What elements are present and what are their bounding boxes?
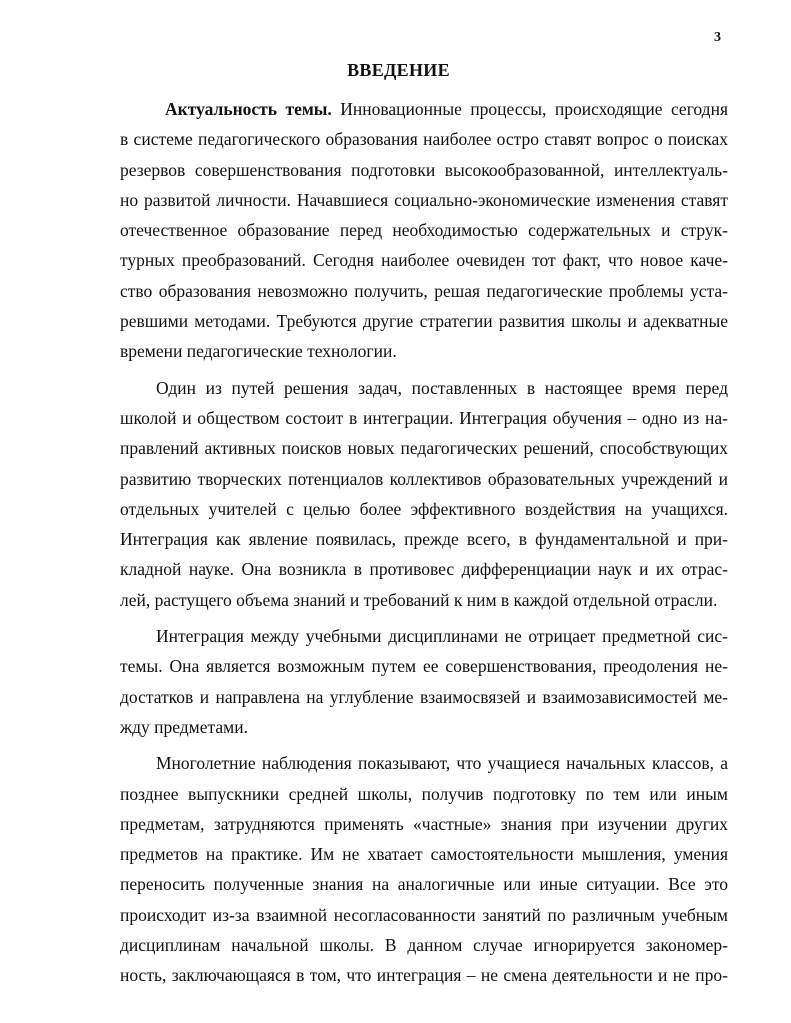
text-line: Актуальность темы. Инновационные процессы, происходящие сегодня <box>165 99 729 119</box>
section-lead: Актуальность темы. <box>165 99 332 119</box>
text-line: Один из путей решения задач, поставленных в настоящее время перед <box>156 377 728 398</box>
text-line: Интеграция между учебными дисциплинами не отрицает предметной сис- <box>156 626 728 647</box>
text-line: ность, заключающаяся в том, что интеграция – не смена деятельности и не про- <box>120 965 728 986</box>
paragraph <box>120 748 728 990</box>
paragraph <box>120 373 728 615</box>
text-line: лей, растущего объема знаний и требований к ним в каждой отдельной отрасли. <box>120 589 718 610</box>
document-body <box>120 94 728 991</box>
text-line: но развитой личности. Начавшиеся социально-экономические изменения ставят <box>120 189 728 210</box>
text-line: ство образования невозможно получить, решая педагогические проблемы уста- <box>120 280 728 301</box>
text-line: ревшими методами. Требуются другие стратегии развития школы и адекватные <box>120 311 728 332</box>
text-line: кладной науке. Она возникла в противовес дифференциации наук и их отрас- <box>120 559 728 580</box>
text-line: резервов совершенствования подготовки высокообразованной, интеллектуаль- <box>120 159 728 180</box>
text-line: жду предметами. <box>120 716 248 737</box>
text-line: времени педагогические технологии. <box>120 341 397 362</box>
text-line: позднее выпускники средней школы, получив подготовку по тем или иным <box>120 783 728 804</box>
text-line: школой и обществом состоит в интеграции. Интеграция обучения – одно из на- <box>120 407 728 428</box>
text-line: Многолетние наблюдения показывают, что учащиеся начальных классов, а <box>156 753 728 774</box>
page-number: 3 <box>714 30 721 45</box>
text-line: дисциплинам начальной школы. В данном случае игнорируется закономер- <box>120 935 728 956</box>
text-line: происходит из-за взаимной несогласованности занятий по различным учебным <box>120 904 728 925</box>
text-line: достатков и направлена на углубление взаимосвязей и взаимозависимостей ме- <box>120 686 728 707</box>
text-line: отечественное образование перед необходимостью содержательных и струк- <box>120 220 728 241</box>
text-line: правлений активных поисков новых педагогических решений, способствующих <box>120 438 728 459</box>
text-line: переносить полученные знания на аналогичные или иные ситуации. Все это <box>120 874 728 895</box>
text-line: Интеграция как явление появилась, прежде всего, в фундаментальной и при- <box>120 529 728 550</box>
page-title: ВВЕДЕНИЕ <box>347 60 450 80</box>
paragraph <box>120 621 728 742</box>
text-line: турных преобразований. Сегодня наиболее очевиден тот факт, что новое каче- <box>120 250 728 271</box>
paragraph <box>120 94 728 367</box>
text-line: темы. Она является возможным путем ее совершенствования, преодоления не- <box>120 656 728 677</box>
text-line: предметов на практике. Им не хватает самостоятельности мышления, умения <box>120 844 728 865</box>
text-line: в системе педагогического образования наиболее остро ставят вопрос о поисках <box>120 129 728 150</box>
text-line: развитию творческих потенциалов коллективов образовательных учреждений и <box>120 468 728 489</box>
text-line: отдельных учителей с целью более эффективного воздействия на учащихся. <box>120 498 728 519</box>
text-line: предметам, затрудняются применять «частные» знания при изучении других <box>120 813 728 834</box>
